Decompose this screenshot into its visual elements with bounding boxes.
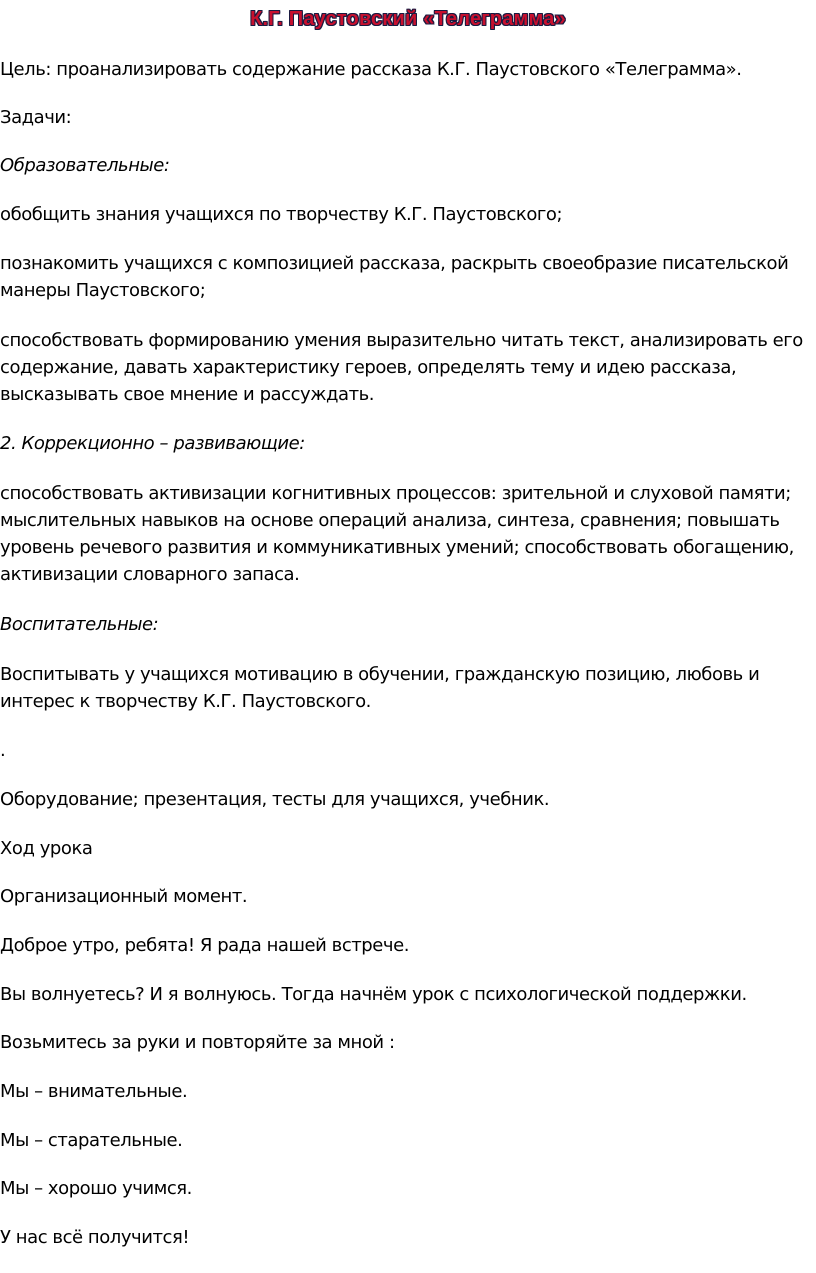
upbringing-task: Воспитывать у учащихся мотивацию в обучении, гражданскую позицию, любовь и интерес к творчеству К.Г. Паустовского. <box>0 664 760 712</box>
educational-task-2: познакомить учащихся с композицией рассказа, раскрыть своеобразие писательской манеры Паустовского; <box>0 253 789 301</box>
chant-line-4: У нас всё получится! <box>0 1227 190 1248</box>
support-line: Вы волнуетесь? И я волнуюсь. Тогда начнём урок с психологической поддержки. <box>0 984 747 1005</box>
chant-line-2: Мы – старательные. <box>0 1130 183 1151</box>
greeting-line: Доброе утро, ребята! Я рада нашей встрече. <box>0 935 409 956</box>
goal-paragraph: Цель: проанализировать содержание рассказа К.Г. Паустовского «Телеграмма». <box>0 59 742 80</box>
instruction-line: Возьмитесь за руки и повторяйте за мной : <box>0 1032 395 1053</box>
educational-task-3: способствовать формированию умения выразительно читать текст, анализировать его содержание, давать характеристику героев, определять тему и идею рассказа, высказывать свое мнение и рассуждать. <box>0 330 803 405</box>
chant-line-3: Мы – хорошо учимся. <box>0 1178 192 1199</box>
tasks-heading: Задачи: <box>0 107 72 128</box>
organizational-moment: Организационный момент. <box>0 886 248 907</box>
educational-task-1: обобщить знания учащихся по творчеству К.Г. Паустовского; <box>0 204 563 225</box>
document-title: К.Г. Паустовский «Телеграмма» <box>250 8 566 30</box>
separator-dot: . <box>0 740 6 761</box>
equipment-paragraph: Оборудование; презентация, тесты для учащихся, учебник. <box>0 789 550 810</box>
correctional-task: способствовать активизации когнитивных процессов: зрительной и слуховой памяти; мыслительных навыков на основе операций анализа, синтеза, сравнения; повышать уровень речевого развития и коммуникативных умений; способствовать обогащению, активизации словарного запаса. <box>0 483 794 585</box>
upbringing-heading: Воспитательные: <box>0 614 159 635</box>
lesson-progress-heading: Ход урока <box>0 838 93 859</box>
chant-line-1: Мы – внимательные. <box>0 1081 188 1102</box>
correctional-heading: 2. Коррекционно – развивающие: <box>0 433 305 454</box>
educational-heading: Образовательные: <box>0 155 170 176</box>
